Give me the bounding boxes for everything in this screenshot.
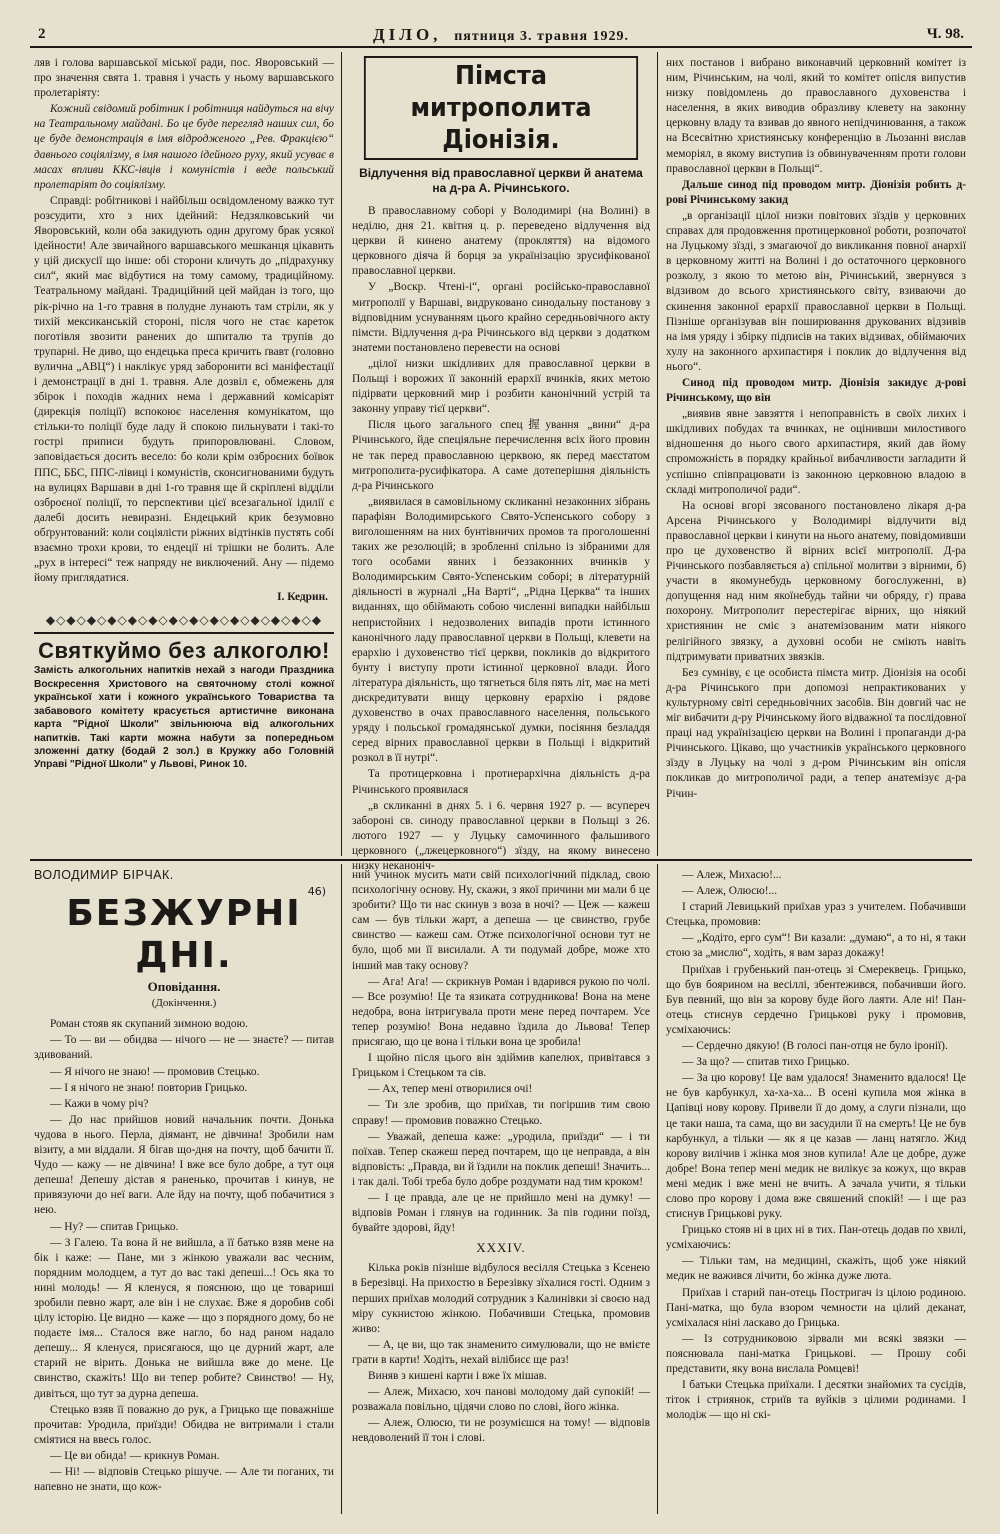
story-column-2 xyxy=(352,868,650,1514)
paragraph: Після цього загального спец握ування „вини“ д-ра Річинського, йде спеціяльне перечислення всіх його провин не так перед православною церквою, як перед маєстатом митрополита-русифікатора. А саме дотеперішня діяльність д-ра Річинського xyxy=(352,419,650,492)
paragraph: Та протицерковна і протиерархічна діяльність д-ра Річинського проявилася xyxy=(352,768,650,796)
story-paragraph: — „Кодіто, ерго сум“! Ви казали: „думаю“, а то ні, я таки стою за „мислю“, ходіть, я вам зараз докажу! xyxy=(666,932,966,960)
article-signature: І. Кедрин. xyxy=(277,591,328,604)
story-title xyxy=(34,885,334,977)
story-paragraph: ний учинок мусить мати свій психологічний підклад, свою психологічну основу. Ну, скажи, з якої причини ми мали б це зробити? Що ти нас скинув з воза в ночі? — Цеж — кажеш сам — був тільки жарт, а депеша — це свинство, грубе свинство — кажеш сам. Отже психологічної основи тут не було, щоб ми її висилали. А ти подумай добре, може хто інший мав таку основу? xyxy=(352,869,650,972)
story-paragraph: — Кажи в чому річ? xyxy=(50,1097,149,1110)
paragraph: Дальше синод під проводом митр. Діонізія робить д-рові Річинському закид xyxy=(666,178,966,206)
ad-headline: Святкуймо без алкоголю! xyxy=(34,632,334,664)
story-paragraph: І батьки Стецька приїхали. І десятки знайомих та сусідів, тіток і стриянок, стриїв та вуйків з цілими родинами. І молодіж — що ні скі- xyxy=(666,1379,966,1422)
paragraph: На основі вгорі зясованого постановлено лікаря д-ра Арсена Річинського у Володимирі відлучити від православної церкви і кинути на нього анатему, повідомивши про це духовенство й вірних всієї митрополії. Д-ра Річинського позбавляється а) спільної молитви з вірними, б) участи в якомунебудь церковному богослуженні, в) допущення над ним якоїнебудь тайни чи обряду, г) права похорону. Митрополит перестерігає вірних, що ніякий християнин не сміє з анатемізованим мати ніякого релігійного звязку, а духовні особи не сміють навіть підтримувати приватних звязків. xyxy=(666,499,966,663)
story-paragraph: — Алеж, Михасю!... xyxy=(682,869,782,881)
story-paragraph: — І я нічого не знаю! повторив Грицько. xyxy=(50,1081,248,1094)
story-paragraph: Виняв з кишені карти і вже їх мішав. xyxy=(368,1370,547,1382)
story-paragraph: — Алеж, Михасю, хоч панові молодому дай супокій! — розважала повільно, цідячи слово по слові, його жінка. xyxy=(352,1386,650,1414)
story-paragraph: — Ах, тепер мені отворилися очі! xyxy=(368,1083,533,1096)
story-paragraph: І старий Левицький приїхав ураз з учителем. Побачивши Стецька, промовив: xyxy=(666,901,966,929)
story-paragraph: — І це правда, але це не прийшло мені на думку! — відповів Роман і глянув на годинник. За пів години поїзд, бувайте здорові, йду! xyxy=(352,1191,650,1235)
story-title-text: БЕЗЖУРНІ ДНІ. xyxy=(66,893,302,977)
story-paragraph: — Це ви обида! — крикнув Роман. xyxy=(50,1449,220,1462)
story-paragraph: — Алеж, Олюсю!... xyxy=(682,885,778,898)
column-divider xyxy=(657,52,658,856)
column-divider xyxy=(657,864,658,1514)
quoted-paragraph: „цілої низки шкідливих для православної церкви в Польщі і ворожих її законній ерархії вчинків, яких метою підірвати церковний мир і розбити канонічний устрій та законну управу тієї церкви“. xyxy=(352,357,650,416)
story-paragraph: І щойно після цього він здіймив капелюх, привітався з Грицьком і Стецьком та сів. xyxy=(352,1052,650,1080)
paragraph: Без сумніву, є це особиста пімста митр. Діонізія на особі д-ра Річинського при допомозі непрактикованих у культурному світі середньовічних засобів. Він довгий час не міг вибачити д-ру Річинському його відважної та послідовної праці над українізацією церкви на Волині і пропаганди д-ра Річинського. Цікаво, що участників українського церковного зїзду в Луцьку на чолі з д-ром Річинським він опісля покликав до митрополичої ради, а тепер анатемізує д-ра Річин- xyxy=(666,666,966,800)
story-paragraph: — Сердечно дякую! (В голосі пан-отця не було іронії). xyxy=(682,1040,948,1053)
story-paragraph: — Я нічого не знаю! — промовив Стецько. xyxy=(50,1065,260,1078)
quoted-paragraph: „виявив явне завзяття і непоправність в своїх лихих і шкідливих побудах та вчинках, не оцінивши милостивого відношення до нього свого архипастиря, який дав йому спроможність в порядку крайньої вибачливости загладити й успішно співпрацювати із законною церковною владою в складі митрополичої ради“. xyxy=(666,408,966,496)
newspaper-name: ДІЛО, xyxy=(372,25,442,44)
story-paragraph: — Уважай, депеша каже: „уродила, приїзди“ — і ти поїхав. Тепер скажеш перед почтарем, що це неправда, а він відповість: „Правда, ви й їздили на поклик депеші! Значить... і так далі. Тобі треба було добре роздумати над тим кроком! xyxy=(352,1130,650,1188)
story-paragraph: Роман стояв як скупаний зимною водою. xyxy=(50,1018,248,1031)
article-column-3 xyxy=(666,56,966,856)
page-header xyxy=(32,22,970,46)
story-paragraph: Грицько стояв ні в цих ні в тих. Пан-отець додав по хвилі, усміхаючись: xyxy=(666,1224,966,1252)
story-column-3 xyxy=(666,868,966,1514)
quoted-paragraph: „в організації цілої низки повітових зїздів у церковних справах для продовження протицерковної роботи, розпочатої на Луцькому зїзді, з змагаючої до викликання повної анархії в церковному житті на Волині і до остаточного церковного розколу, з якою то метою він, Річинський, звернувся з відзивом до всього християнського світу, взиваючи до скинення законної ерархії православної церкви в Польщі. Пізніше організував він поширювання друкованих відзивів на імя уряду і збірку підписів на таких відзивах, обіймаючих хулу на законного архипастиря і поклик до відлучення від нього“. xyxy=(666,209,966,373)
article-subtitle: Відлучення від православної церкви й анатема на д-ра А. Річинського. xyxy=(359,166,643,195)
quoted-paragraph: Кожний свідомий робітник і робітниця найдуться на вічу на Театральному майдані. Бо це буде перегляд наших сил, бо це буде демонстрація в імя відродженого „Рев. Фракцією“ давнього соціялізму, в імя нашого ідейного руху, який усуває в масах впливи ККС-івців і комуністів і веде польський пролетаріят до соціялізму. xyxy=(34,103,334,191)
masthead xyxy=(32,25,970,45)
paragraph: них постанов і вибрано виконавчий церковний комітет із ним, Річинським, на чолі, який то комітет опісля випустив низку повідомлень до православного духовенства і населення, в яких виводив образливу клевету на законну церковну владу та взивав до явного непідчинювання, а також на Всесвітню християнську конференцію в Льозанні вислав меморіял, в якому виступив із обвинуваченням проти голови православної церкви в Польщі“. xyxy=(666,57,966,175)
story-paragraph: — До нас прийшов новий начальник почти. Донька чудова в нього. Перла, діямант, не дівчина! Зробили нам візиту, а ми віддали. Я бігав що-дня на почту, щоб бачити її. Чудо — кажу — не дівчина! І вже все було добре, а тут оця депеша! Депешу дістав я раненько, прочитав і кинув, не привязуючи до неї ваги. Але йду на почту, щоб побачитися з нею. xyxy=(34,1113,334,1217)
chapter-number: XXXIV. xyxy=(476,1240,526,1256)
story-paragraph: — Алеж, Олюсю, ти не розумієшся на тому! — відповів невдоволений її тон і слові. xyxy=(352,1417,650,1445)
story-paragraph: — Ні! — відповів Стецько рішуче. — Але ти поганих, ти напевно не знати, що кож- xyxy=(34,1466,334,1494)
article-title: Пімста митрополита Діонізія. xyxy=(364,56,638,160)
page-number: 2 xyxy=(38,26,46,42)
story-paragraph: — То — ви — обидва — нічого — не — знаєте? — питав здивований. xyxy=(34,1034,334,1062)
paragraph: У „Воскр. Чтені-і“, органі російсько-православної митрополії у Варшаві, видруковано синодальну постанову з відповідним уснуванням цього крайно середньовічного акту пімсти. Відлучення д-ра Річинського від церкви з додатком знатеми постановлено перевести на основі xyxy=(352,281,650,354)
story-paragraph: — А, це ви, що так знаменито симулювали, що не вмієте грати в карти! Ходіть, нехай вілібисє ще раз! xyxy=(352,1338,650,1366)
story-paragraph: Приїхав і старий пан-отець Постригач із цілою родиною. Пані-матка, що була взором чемности на цілий деканат, усміхалася ніні ласкаво до Грицька. xyxy=(666,1286,966,1329)
story-paragraph: Приїхав і грубенький пан-отець зі Смереквець. Грицько, що був боярином на весіллі, збентежився, побачивши його. Був певний, що він за корову буде його лаяти. Але ні! Пан-отець стиснув сердечно Грицькові руку і промовив, усміхаючись: xyxy=(666,963,966,1036)
column-divider xyxy=(341,52,342,856)
story-paragraph: Кілька років пізніше відбулося весілля Стецька з Ксенею в Березівці. На прихостю в Березівку зїхалися гості. Одним з перших приїхав молодий сотрудник з Калинівки зі своєю над міру сукнистою жінкою. Побачивши Стецька, промовив живо: xyxy=(352,1262,650,1335)
story-paragraph: — За що? — спитав тихо Грицько. xyxy=(682,1056,850,1069)
story-paragraph: — Ти зле зробив, що приїхав, ти погіршив тим свою справу! — промовив поважно Стецько. xyxy=(352,1099,650,1127)
article-column-1 xyxy=(34,56,334,856)
story-paragraph: — Із сотрудниковою зірвали ми всякі звязки — пояснювала пані-матка Грицькові. — Прошу собі представити, яку вона вислала Ромцеві! xyxy=(666,1332,966,1375)
column-divider xyxy=(341,864,342,1514)
story-paragraph: — Ну? — спитав Грицько. xyxy=(50,1220,179,1233)
paragraph: В православному соборі у Володимирі (на Волині) в неділю, дня 21. квітня ц. р. переведено відлучення від церкви й кинено анатему (прокляття) на відомого церковного діяча й борця за українізацію зрусифікованої православної церкви. xyxy=(352,205,650,278)
issue-date: пятниця 3. травня 1929. xyxy=(454,29,630,44)
quoted-paragraph: „виявилася в самовільному скликанні незаконних зібрань парафіян Володимирського Свято-Успенського собору з виголошенням на них бунтівничих промов та проголошенні таких же резолюцій; в зробленні спільно із зібраними для того особами явних і беззаконних вчинків у Володимирським Свято-Успенським соборі; в літературній діяльності в журналі „На Варті“, „Рідна Церква“ та інших виданнях, що обіймають собою численні випадки найбільш непристойних і недозволених випадів проти істинного канонічного ладу православної церкви в Польщі, клевети на ерархію і духовенство тієї церкви, покликів до відкритого бунту і виступу проти істинної церковної влади. Його література діяльність, що тягнеться біля пять літ, має на меті дискредитувати вищу церковну ерархію і рядове духовенство в очах православного населення, польського уряду і польської громадянської думки, посіяння безладдя серед вірних православної церкви в Польщі і відкритий розкол в її нутрі“. xyxy=(352,495,650,765)
story-continuation-note: (Докінчення.) xyxy=(151,997,217,1010)
story-paragraph: — Ага! Ага! — скрикнув Роман і вдарився рукою по чолі. — Все розумію! Це та язиката сотрудникова! Вона на мене недобра, вона інтригувала проти мене перед почтарем. Усе тепер розумію! Вона недавно їздила до Львова! Тепер присягаю, що це вона і тільки вона це зробила! xyxy=(352,975,650,1049)
article-column-2 xyxy=(352,56,650,873)
story-genre: Оповідання. xyxy=(147,979,221,995)
paragraph: ляв і голова варшавської міської ради, пос. Яворовський — про значення свята 1. травня і участь у ньому варшавського пролетаріяту: xyxy=(34,57,334,100)
story-paragraph: Стецько взяв її поважно до рук, а Грицько ще поважніше прочитав: Уродила, приїзди! Обидва не витримали і стали сміятися на ввесь голос. xyxy=(34,1403,334,1446)
paragraph: Синод під проводом митр. Діонізія закидує д-рові Річинському, що він xyxy=(666,376,966,405)
paragraph: Справді: робітникові і найбільш освідомленому важко тут розсудити, хто з них ідейний: Недзялковський чи Яворовський, коли оба закидують один другому брак усякої ідейности! Але звичайного варшавського мешканця цікавить у цій дискусії що інше: обі сторони кличуть до „підрахунку сил“, який має відбутися на тому самому, традиційному. Театральному майдані. Традиційний цей майдан із того, що рік-річно на 1-го травня в полудне лунають там стріли, як у тихій мексиканській стороні, після чого не стає кареток поготівля звозити ранених до шпиталю та трупів до трупарні. Не диво, що ендецька преса кричить ґвавт (головно вулична „АВЦ“) і наклікує уряд заборонити всі маніфестації і демонстрації в дні 1. травня. Але дозвіл є, обмежень для збірок і походів жадних нема і державний комісаріят (дирекція поліції) вспокоює населення комунікатом, що стільки-то поліції буде ладу й спокою пильнувати і такі-то гострі приписи будуть припоровлювані. Словом, заповідається досить весело: бо коли крім озброєних боївок ППС, ББС, ППС-лівиці і комуністів, сконсигнованими будуть на вулицях Варшави в дні 1-го травня ще й скріплені відділи озброєної поліції, то перспективи цієї всезагальної ідилії є далебі досить невиразні. Ендецький крик безумовно обґрунтований: коли соціялісти ріжних відтінків пустять собі взаємно трохи крови, то ендеції ні трішки не болить. Але „рух в інтересі“ теж напряду не виключений. Ану — підемо йому приглядатися. xyxy=(34,194,334,585)
ornament-divider: ◆◇◆◇◆◇◆◇◆◇◆◇◆◇◆◇◆◇◆◇◆◇◆◇◆◇◆ xyxy=(45,613,323,628)
issue-number: Ч. 98. xyxy=(926,26,964,42)
story-column-1 xyxy=(34,868,334,1514)
story-paragraph: — Тільки там, на медицині, скажіть, щоб уже ніякий медик не важився лічити, бо жінка дуже люта. xyxy=(666,1255,966,1283)
quoted-paragraph: „в скликанні в днях 5. і 6. червня 1927 р. — всупереч забороні св. синоду православної церкви в Польщі з 26. лютого 1927 — у Луцьку самочинного фальшивого церковного („лжецерковного“) зїзду, на якому винесено низку неканоніч- xyxy=(352,799,650,873)
story-paragraph: — За цю корову! Це вам удалося! Знаменито вдалося! Це не був карбункул, ха-ха-ха... В осені купила моя жінка в Цапівці нову корову. Привели її до дому, а слуги пізнали, що це таки наша, та сама, що ви засудили її на смерть! Це не був карбункул, а тільки — як я це казав — ланц натягло. Жид корову вилічив і жінка моя знов купила! Але це добре, дуже добре! Вона тепер мені медик не вилікує за кожух, що вкрав мені медик і вже мені не вчить. А зачала учити, я тільки слово про корову і дома вже свяшений спокій! — і ще раз стиснув Грицькові руку. xyxy=(666,1072,966,1221)
header-rule xyxy=(30,46,972,48)
story-author: ВОЛОДИМИР БІРЧАК. xyxy=(34,868,174,882)
ad-body: Замість алкогольних напитків нехай з нагоди Праздника Воскресення Христового на святочному столі кожної української хати і кожного українського Товариства та забавового комітету красується артистичне виконана карта "Рідної Школи" звільнююча від алкогольних напитків. Такі карти можна набути за попередньом зложенні датку (бодай 2 зол.) в Кружку або Головній Управі "Рідної Школи" у Львові, Ринок 10. xyxy=(34,665,334,771)
instalment-number: 46) xyxy=(307,885,326,899)
story-paragraph: — З Галею. Та вона й не вийшла, а її батько взяв мене на бік і каже: — Пане, ми з жінкою уважали вас чесним, порядним молодцем, а тут до вас такі депеші...! Ось яка то нині молодь! — Я кленуся, я пояснюю, що це товариші зробили певно жарт, але він і не слухає. Вже я доробив собі цілу історію. Це видно — каже — що з порядного дому, бо не подаєте імя... Сталося вже нагло, бо над раном надало депешу... Я кленуся, присягаюся, що це дурний жарт, але старий не вірить. Донька не вийшла вже до мене. Це свинство, скажіть! Що ви тепер робите? Свинство! — Ну, дивіться, що тут за дурна депеша. xyxy=(34,1236,334,1400)
